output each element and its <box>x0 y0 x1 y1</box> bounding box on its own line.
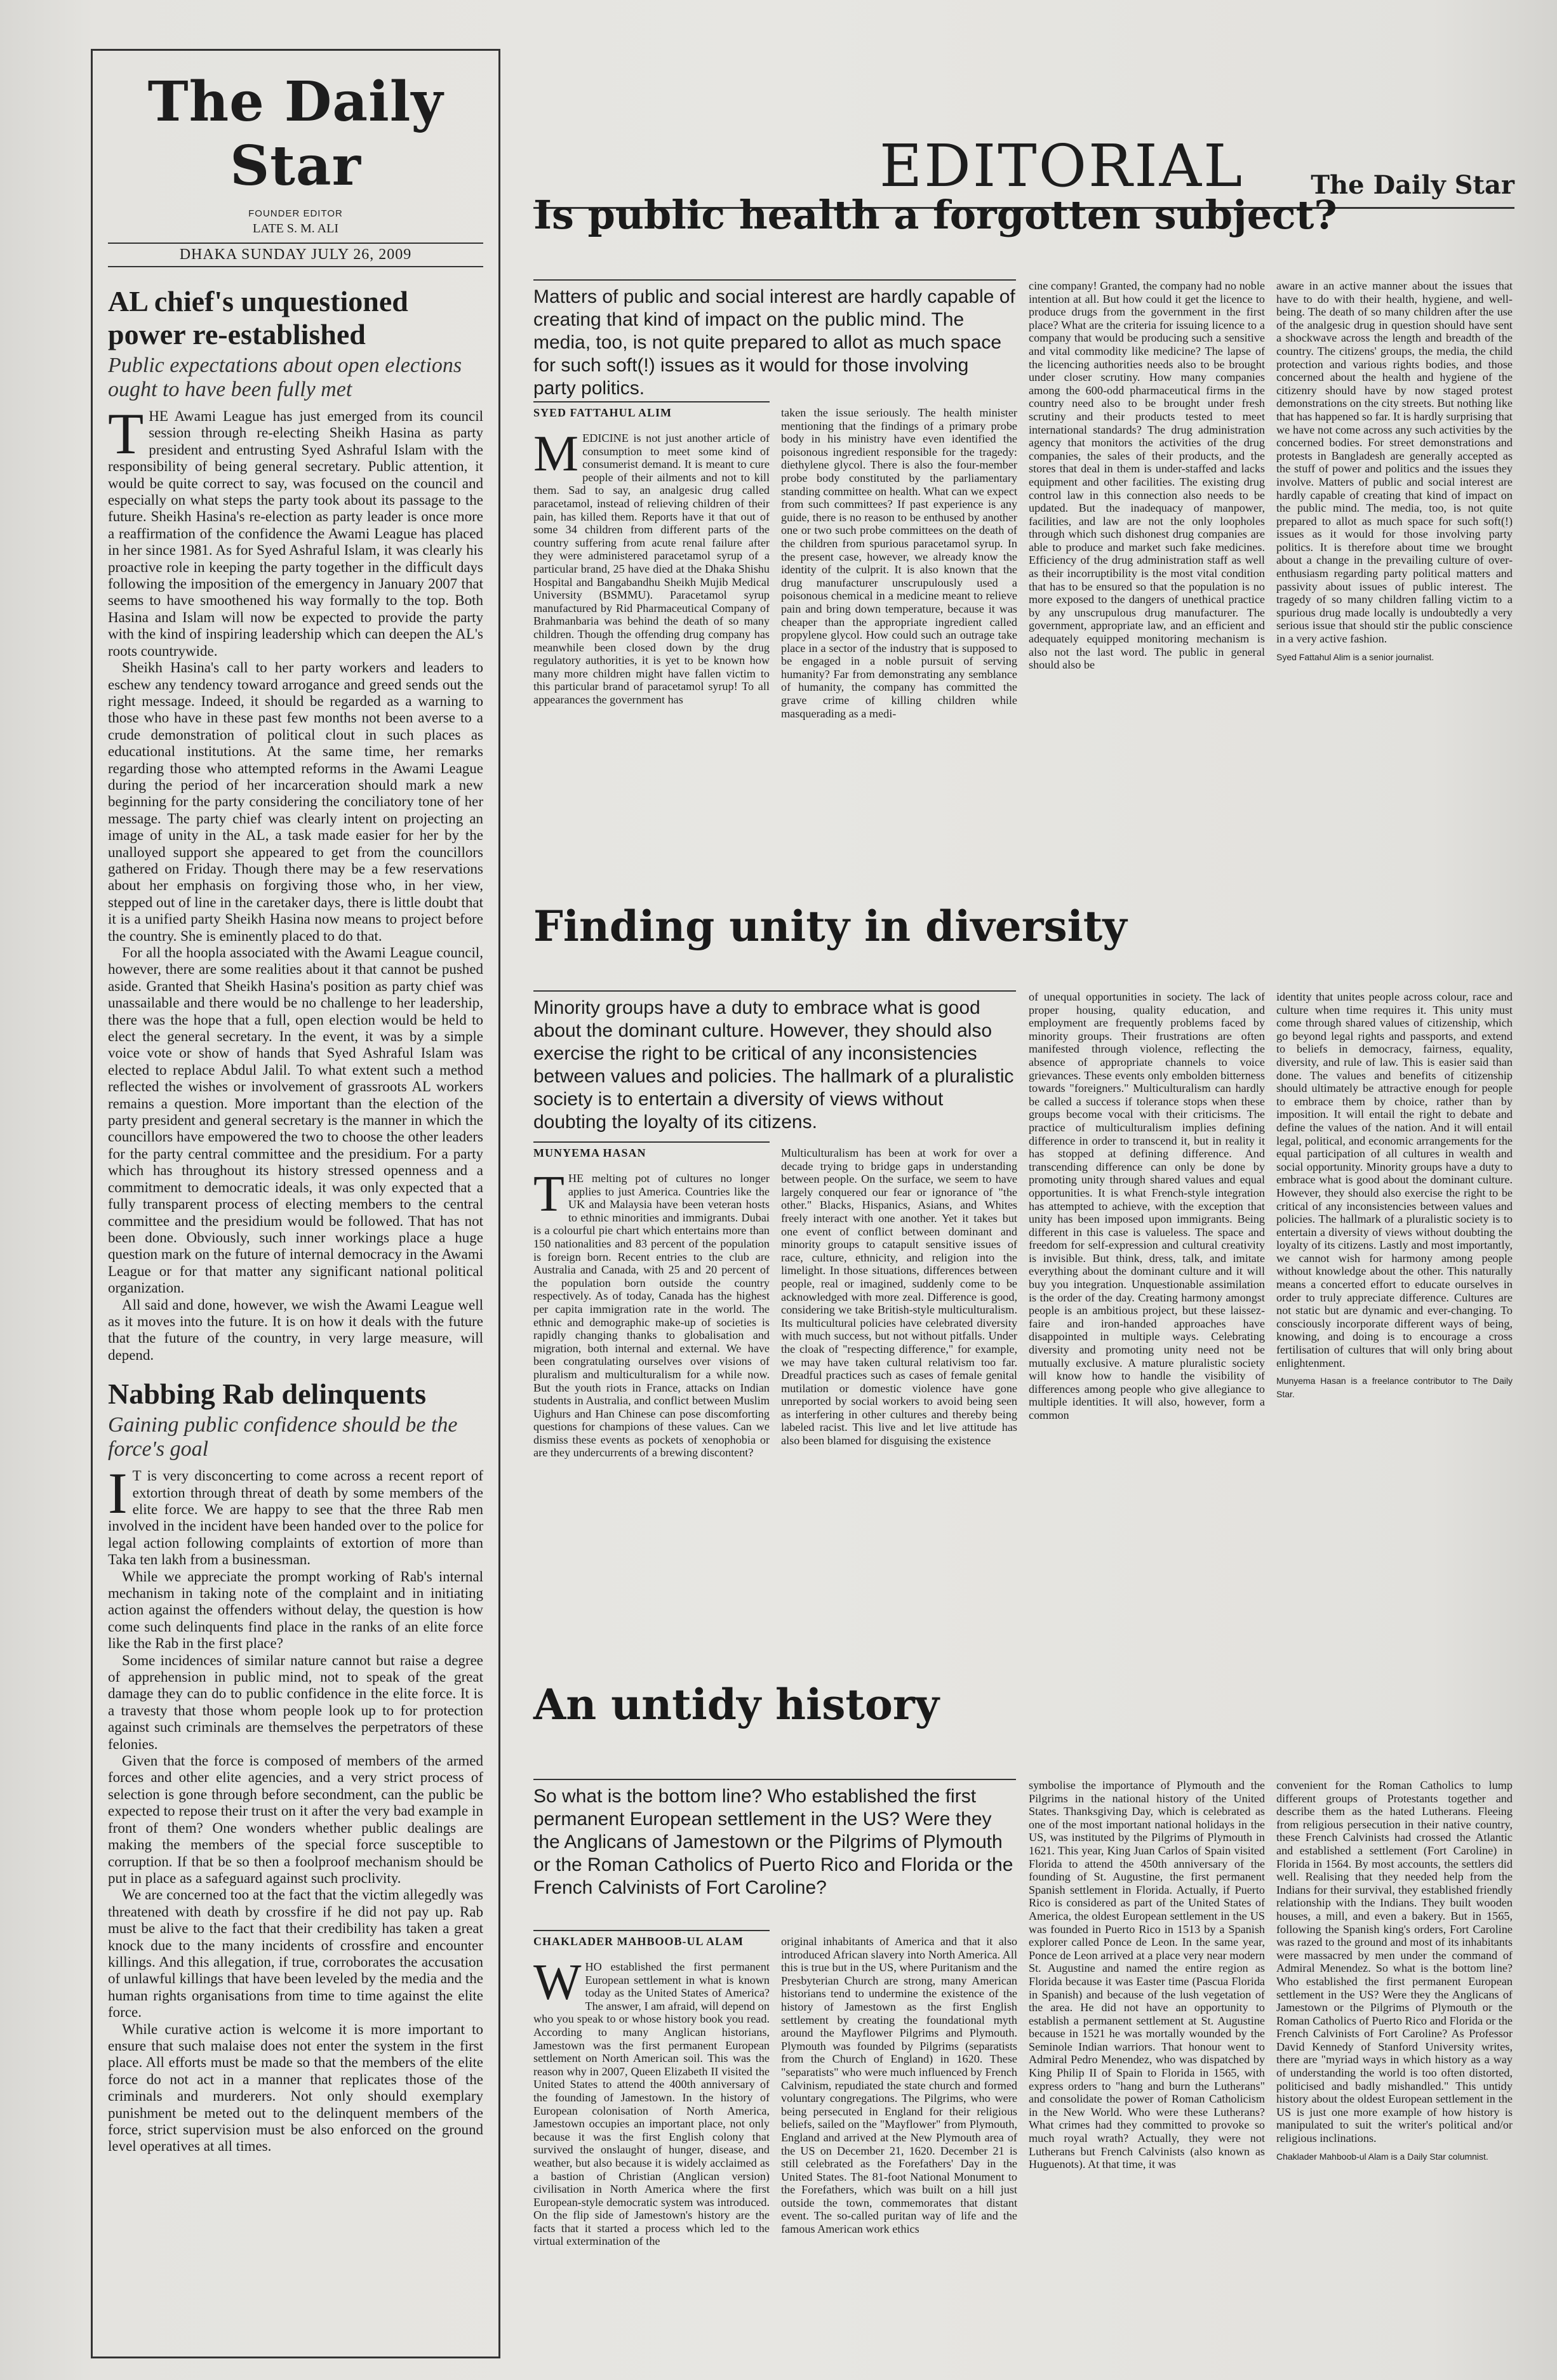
paragraph: Given that the force is composed of members of the armed forces and other elite agencies, and a very strict process of selection is gone through before secondment, can the public be expected to repose their trust on it after the very bad example in front of them? One wonders whether public dealings are making the members of the special force susceptible to corruption. If that be so then a foolproof mechanism should be put in place as a safeguard against such proclivity. <box>108 1753 483 1886</box>
paragraph: We are concerned too at the fact that the victim allegedly was threatened with death by crossfire if he did not pay up. Rab must be alive to the fact that their credibility has taken a great knock due to the many incidents of crossfire and encounter killings. And this allegation, if true, corroborates the accusation of unlawful killings that have been leveled by the media and the human rights organisations from time to time against the elite force. <box>108 1887 483 2021</box>
paragraph: T is very disconcerting to come across a recent report of extortion through threat of death by some members of the elite force. We are happy to see that the three Rab men involved in the incident have been handed over to the police for legal action following complaints of extortion of more than Taka ten lakh from a businessman. <box>108 1468 483 1568</box>
author-note: Chaklader Mahboob-ul Alam is a Daily Star columnist. <box>1276 2151 1488 2162</box>
article-column <box>1276 990 1513 1667</box>
founder-name: LATE S. M. ALI <box>253 222 338 236</box>
masthead: The Daily Star <box>147 70 444 198</box>
paragraph: of unequal opportunities in society. The lack of proper housing, quality education, and employment are frequently problems faced by minority groups. Their frustrations are often manifested through violence, reflecting the absence of appropriate channels to voice grievances. These events only embolden bitterness towards "foreigners." Multiculturalism can hardly be called a success if tolerance stops when these groups become vocal with their criticisms. The practice of multiculturalism implies defining difference in order to transcend it, but in reality it has stopped at defining difference. And transcending difference can only be done by promoting unity through shared values and equal opportunities. It is what French-style integration has attempted to achieve, with the exception that unity has been imposed upon immigrants. Being different in this case is valueless. The space and freedom for self-expression and cultural creativity is invisible. But think, dress, talk, and imitate everything about the dominant culture and it will buy you integration. Unquestionable assimilation is the order of the day. Creating harmony amongst people is an ambitious project, but these laissez-faire and iron-handed approaches have disappointed in multiple ways. Celebrating diversity and promoting unity need not be mutually exclusive. A mature pluralistic society will know how to handle the visibility of differences among people who give allegiance to multiple identities. It will also, however, form a common <box>1029 990 1265 1421</box>
article-column <box>533 432 770 876</box>
author-note: Munyema Hasan is a freelance contributor to The Daily Star. <box>1276 1376 1513 1399</box>
paragraph: For all the hoopla associated with the Awami League council, however, there are some realities about it that cannot be pushed aside. Granted that Sheikh Hasina's position as party chief was unassailable and there would be no challenge to her leadership, there was the hope that a full, open election would be held to elect the general secretary. In the event, it was by a simple voice vote or show of hands that Syed Ashraful Islam was elected to replace Abdul Jalil. To what extent such a method reflected the wishes or involvement of grassroots AL workers remains a question. More important than the election of the party president and general secretary is the manner in which the councillors have empowered the two to choose the other leaders for the party central committee and the presidium. For a party which has throughout its history stressed openness and a commitment to democratic ideals, it was only expected that a fully transparent process of electing members to the central committee and the presidium would be followed. That has not been done. Obviously, such inner workings place a huge question mark on the future of internal democracy in the Awami League or for that matter any significant national political organization. <box>108 945 483 1296</box>
article-column <box>533 1960 770 2348</box>
paragraph: EDICINE is not just another article of consumption to meet some kind of consumerist demand. It is meant to cure people of their ailments and not to kill them. Sad to say, an analgesic drug called paracetamol, instead of relieving children of their pain, has killed them. Reports have it that out of some 34 children from different parts of the country suffering from acute renal failure after they were administered paracetamol syrup of a particular brand, 25 have died at the Dhaka Shishu Hospital and Bangabandhu Sheikh Mujib Medical University (BSMMU). Paracetamol syrup manufactured by Rid Pharmaceutical Company of Brahmanbaria was behind the death of so many children. Though the offending drug company has meanwhile been closed down by the drug regulatory authorities, it is yet to be known how many more children might have fallen victim to this particular brand of paracetamol syrup! To all appearances the government has <box>533 432 770 706</box>
paragraph: identity that unites people across colour, race and culture when time requires it. This unity must come through shared values of citizenship, which go beyond legal rights and passports, and extend to beliefs in democracy, fairness, equality, diversity, and rule of law. This is easier said than done. The values and benefits of citizenship should ultimately be attractive enough for people to embrace them by choice, rather than by imposition. It will entail the right to debate and define the values of the nation. And it will entail legal, political, and economic arrangements for the equal participation of all cultures in wealth and social opportunity. Minority groups have a duty to embrace what is good about the dominant culture. However, they should also exercise the right to be critical of any inconsistencies between values and policies. The hallmark of a pluralistic society is to entertain a diversity of views without doubting the loyalty of its citizens. Lastly and most importantly, we cannot wish for harmony among people without knowledge about the other. This naturally means a concerted effort to educate ourselves in order to truly appreciate difference. Cultures are not static but are dynamic and ever-changing. To consciously incorporate different ways of being, knowing, and doing is to encourage a cross fertilisation of cultures that will only bring about enlightenment. <box>1276 990 1513 1369</box>
paragraph: HO established the first permanent European settlement in what is known today as the United States of America? The answer, I am afraid, will depend on who you speak to or whose history book you read. According to many Anglican historians, Jamestown was the first permanent European settlement on North American soil. This was the reason why in 2007, Queen Elizabeth II visited the United States to attend the 400th anniversary of the founding of Jamestown. In the history of European colonisation of North America, Jamestown occupies an important place, not only because it was the first English colony that survived the onslaught of hunger, disease, and weather, but also because it is widely acclaimed as a bastion of Christian (Anglican version) civilisation in North America where the first European-style democratic system was introduced. On the flip side of Jamestown's history are the facts that it started a process which led to the virtual extermination of the <box>533 1960 770 2248</box>
paragraph: Multiculturalism has been at work for over a decade trying to bridge gaps in understanding between people. On the surface, we seem to have largely conquered our fear or ignorance of "the other." Blacks, Hispanics, Asians, and Whites freely interact with one another. Yet it takes but one event of conflict between dominant and minority groups to catapult sensitive issues of race, culture, ethnicity, and religion into the limelight. In those situations, differences between people, real or imagined, suddenly come to be acknowledged with more zeal. Difference is good, considering we take British-style multiculturalism. Its multicultural policies have celebrated diversity with much success, but not without pitfalls. Under the cloak of "respecting difference," for example, we may have taken cultural relativism too far. Dreadful practices such as cases of female genital mutilation or domestic violence have gone unreported by social workers to avoid being seen as interfering in other cultures and thereby being labeled racist. This live and let live attitude has also been blamed for disguising the existence <box>781 1147 1017 1447</box>
article-column <box>1029 279 1265 876</box>
article-deck: So what is the bottom line? Who established the first permanent European settlement in the US? Were they the Anglicans of Jamestown or the Pilgrims of Plymouth or the Roman Catholics of Puerto Rico and Florida or the French Calvinists of Fort Caroline? <box>533 1779 1016 1899</box>
paragraph: taken the issue seriously. The health minister mentioning that the findings of a primary probe body in his ministry have even identified the poisonous ingredient responsible for the tragedy: diethylene glycol. There is also the four-member probe body constituted by the parliamentary standing committee on health. What can we expect from such committees? If past experience is any guide, there is no reason to be enthused by another one or two such probe committees on the death of the children from spurious paracetamol syrup. In the present case, however, we already know the identity of the culprit. It is also known that the drug manufacturer unscrupulously used a poisonous chemical in a medicine meant to relieve pain and bring down temperature, because it was cheaper than the appropriate ingredient called propylene glycol. How could such an outrage take place in a sector of the industry that is supposed to be engaged in a noble pursuit of serving humanity? Far from demonstrating any semblance of humanity, the company has committed the grave crime of killing children while masquerading as a medi- <box>781 406 1017 720</box>
article-byline: SYED FATTAHUL ALIM <box>533 401 770 420</box>
paragraph: Sheikh Hasina's call to her party workers and leaders to eschew any tendency toward arrogance and greed sends out the right message. Indeed, it should be regarded as a warning to those who have in these past few months not been averse to a crude demonstration of political clout in such places as educational institutions. At the same time, her remarks regarding those who attempted reforms in the Awami League during the period of her incarceration should mark a new beginning for the party considering the conciliatory tone of her message. The party chief was clearly intent on projecting an image of unity in the AL, a task made easier for her by the unalloyed support she appeared to get from the councillors gathered on Friday. Though there may be a few reservations about her emphasis on forgiving those who, in her view, stepped out of line in the caretaker days, there is little doubt that it is a unified party Sheikh Hasina now means to project before the country. She is eminently placed to do that. <box>108 660 483 944</box>
article-body <box>108 1461 483 2155</box>
paragraph: symbolise the importance of Plymouth and the Pilgrims in the national history of the United States. Thanksgiving Day, which is celebrated as one of the most important national holidays in the US, was instituted by the Pilgrims of Plymouth in 1621. This year, King Juan Carlos of Spain visited Florida to attend the 450th anniversary of the founding of St. Augustine, the first permanent Spanish settlement in Florida. Actually, if Puerto Rico is considered as part of the United States of America, the oldest European settlement in the US was founded in Puerto Rico in 1513 by a Spanish explorer called Ponce de Leon. In the same year, Ponce de Leon arrived at a place very near modern St. Augustine and named the entire region as Florida because it was Easter time (Pascua Florida in Spanish) and because of the lush vegetation of the area. He did not have an opportunity to establish a permanent settlement at St. Augustine because in 1521 he was mortally wounded by the Seminole Indian warriors. That honour went to Admiral Pedro Menendez, who was dispatched by King Philip II of Spain to Florida in 1565, with express orders to "hang and burn the Lutherans" and consolidate the power of Roman Catholicism in the New World. Who were these Lutherans? What crimes had they committed to provoke so much royal wrath? Actually, they were not Lutherans but French Calvinists (also known as Huguenots). At that time, it was <box>1029 1779 1265 2171</box>
paragraph: HE melting pot of cultures no longer applies to just America. Countries like the UK and Malaysia have been veteran hosts to ethnic minorities and immigrants. Dubai is a colourful pie chart which entertains more than 150 nationalities and 83 percent of the population is foreign born. Recent entries to the club are Australia and Canada, with 25 and 20 percent of the population born outside the country respectively. As of today, Canada has the highest per capita immigration rate in the world. The ethnic and demographic make-up of societies is rapidly changing thanks to globalisation and migration, both internal and external. We have been congratulating ourselves over visions of pluralism and multiculturalism for a while now. But the youth riots in France, attacks on Indian students in Australia, and conflict between Muslim Uighurs and Han Chinese can pose discomforting questions for champions of these values. Can we dismiss these events as pockets of xenophobia or are they undercurrents of a brewing discontent? <box>533 1172 770 1459</box>
drop-cap: W <box>533 1960 582 2011</box>
opinion-section <box>533 51 1514 2362</box>
paragraph: HE Awami League has just emerged from its council session through re-electing Sheikh Hasina as party president and entrusting Syed Ashraful Islam with the responsibility of being general secretary. Public attention, it would be quite correct to say, was focused on the council and especially on what steps the party took about its passage to the future. Sheikh Hasina's re-election as party leader is once more a reaffirmation of the confidence the Awami League has placed in her since 1981. As for Syed Ashraful Islam, it was clearly his proactive role in keeping the party together in the difficult days following the imposition of the emergency in January 2007 that seems to have smoothened his way formally to the top. Both Hasina and Islam will now be expected to provide the party with the kind of inspiring leadership which can deepen the AL's roots countrywide. <box>108 408 483 659</box>
article-headline: An untidy history <box>533 1680 940 1729</box>
drop-cap: I <box>108 1461 128 1526</box>
drop-cap: T <box>108 401 144 466</box>
article-subhead: Gaining public confidence should be the force's goal <box>108 1413 458 1461</box>
paragraph: aware in an active manner about the issues that have to do with their health, hygiene, and well-being. The death of so many children after the use of the analgesic drug in question should have sent a shockwave across the length and breadth of the country. The citizens' groups, the media, the child protection and various rights bodies, and those concerned about the health and hygiene of the citizenry should have by now staged protest demonstrations on the city streets. But nothing like that has happened so far. It is hardly surprising that we have not come across any such activities by the concerned bodies. For street demonstrations and protests in Bangladesh are generally accepted as the stuff of power and politics and the issues they involve. Matters of public and social interest are hardly capable of creating that kind of impact on the public mind. The media, too, is not quite prepared to allot as much space for such soft(!) issues as it would for those involving party politics. It is therefore about time we brought about a change in the prevailing culture of over-enthusiasm regarding party political matters and passivity about issues of public interest. The tragedy of so many children falling victim to a spurious drug made locally is undoubtedly a very serious issue that should stir the public conscience in a very active fashion. <box>1276 279 1513 646</box>
article-column <box>1276 279 1513 876</box>
paragraph: All said and done, however, we wish the Awami League well as it moves into the future. It is on how it deals with the future that the future of the country, in very large measure, will depend. <box>108 1296 483 1363</box>
paragraph: While we appreciate the prompt working of Rab's internal mechanism in taking note of the complaint and in initiating action against the offenders without delay, the question is how come such delinquents find place in the ranks of an elite force like the Rab in the first place? <box>108 1568 483 1652</box>
article-headline: Nabbing Rab delinquents <box>108 1378 427 1411</box>
article-column <box>781 1147 1017 1667</box>
article-deck: Matters of public and social interest are hardly capable of creating that kind of impact on the public mind. The media, too, is not quite prepared to allot as much space for such soft(!) issues as it would for those involving party politics. <box>533 279 1016 400</box>
drop-cap: M <box>533 432 579 482</box>
article-byline: CHAKLADER MAHBOOB-UL ALAM <box>533 1930 770 1948</box>
founder-label: FOUNDER EDITOR <box>248 208 343 219</box>
article-column <box>781 1935 1017 2348</box>
masthead-logo: The Daily Star <box>1311 170 1514 200</box>
article-headline: AL chief's unquestioned power re-established <box>108 285 408 350</box>
drop-cap: T <box>533 1172 565 1222</box>
article-column <box>1276 1779 1513 2348</box>
article-subhead: Public expectations about open elections ought to have been fully met <box>108 354 462 401</box>
article-column <box>1029 1779 1265 2348</box>
dateline: DHAKA SUNDAY JULY 26, 2009 <box>108 243 483 267</box>
article-column <box>781 406 1017 876</box>
author-note: Syed Fattahul Alim is a senior journalist. <box>1276 651 1434 662</box>
article-body <box>108 401 483 1364</box>
paragraph: While curative action is welcome it is more important to ensure that such malaise does not enter the system in the first place. All efforts must be made so that the members of the elite force do not act in a manner that replicates those of the criminals and murderers. Not only should exemplary punishment be meted out to the delinquent members of the force, strict supervision must be also enforced on the ground level operatives at all times. <box>108 2021 483 2155</box>
paragraph: original inhabitants of America and that it also introduced African slavery into North America. All this is true but in the US, where Puritanism and the Presbyterian Church are strong, many American historians tend to undermine the existence of the history of Jamestown as the first English settlement by creating the foundational myth around the Mayflower Pilgrims and Plymouth. Plymouth was founded by Pilgrims (separatists from the Church of England) in 1620. These "separatists" who were much influenced by French Calvinism, repudiated the state church and formed voluntary congregations. The Pilgrims, who were being persecuted in England for their religious beliefs, sailed on the "Mayflower" from Plymouth, England and arrived at the New Plymouth area of the US on December 21, 1620. December 21 is still celebrated as the Forefathers' Day in the United States. The 81-foot National Monument to the Forefathers, which was built on a hill just outside the town, commemorates that distant event. The so-called puritan way of life and the famous American work ethics <box>781 1935 1017 2236</box>
section-title: EDITORIAL <box>879 132 1245 200</box>
article-byline: MUNYEMA HASAN <box>533 1141 770 1160</box>
paragraph: convenient for the Roman Catholics to lump different groups of Protestants together and describe them as the hated Lutherans. Fleeing from religious persecution in their native country, these French Calvinists had crossed the Atlantic and established a settlement (Fort Caroline) in Florida in 1564. By most accounts, the settlers did well. Realising that they needed help from the Indians for their survival, they established friendly relationship with the Indians. They built wooden houses, a mill, and even a bakery. But in 1565, following the Spanish king's orders, Fort Caroline was razed to the ground and most of its inhabitants were massacred by men under the command of Admiral Menendez. So what is the bottom line? Who established the first permanent European settlement in the US? Were they the Anglicans of Jamestown or the Pilgrims of Plymouth or the Roman Catholics of Puerto Rico and Florida or the French Calvinists of Fort Caroline? As Professor David Kennedy of Stanford University writes, there are "myriad ways in which history as a way of understanding the world is too often distorted, politicised and badly mishandled." This untidy history about the oldest European settlement in the US is just one more example of how history is manipulated to suit the writer's political and/or religious inclinations. <box>1276 1779 1513 2145</box>
article-headline: Is public health a forgotten subject? <box>533 192 1337 238</box>
article-headline: Finding unity in diversity <box>533 901 1127 951</box>
article-column <box>533 1172 770 1667</box>
article-deck: Minority groups have a duty to embrace what is good about the dominant culture. However, they should also exercise the right to be critical of any inconsistencies between values and policies. The hallmark of a pluralistic society is to entertain a diversity of views without doubting the loyalty of its citizens. <box>533 990 1016 1134</box>
editorial-sidebar <box>91 49 500 2358</box>
paragraph: Some incidences of similar nature cannot but raise a degree of apprehension in public mind, not to speak of the great damage they can do to public confidence in the elite force. It is a travesty that those whom people look up to for protection against such criminals are themselves the perpetrators of these felonies. <box>108 1652 483 1752</box>
article-column <box>1029 990 1265 1667</box>
paragraph: cine company! Granted, the company had no noble intention at all. But how could it get the licence to produce drugs from the government in the first place? What are the criteria for issuing licence to a company that would be producing such a sensitive and vital commodity like medicine? The lapse of the licencing authorities needs also to be brought under closer scrutiny. How many companies among the 600-odd pharmaceutical firms in the country need also to be brought under fresh scrutiny and their products tested to meet international standards? The drug administration agency that monitors the activities of the drug companies, the sales of their products, and the stores that deal in them is under-staffed and lacks equipment and other facilities. The existing drug control law in this connection also needs to be updated. But the inadequacy of manpower, facilities, and law are not the only loopholes through which such dishonest drug companies are able to produce and market such fake medicines. Efficiency of the drug administration staff as well as their incorruptibility is the most vital condition that has to be ensured so that the population is no more exposed to the dangers of unethical practice by any unscrupulous drug manufacturer. The government, appropriate law, and an efficient and adequately equipped monitoring mechanism is also not the last word. The public in general should also be <box>1029 279 1265 672</box>
